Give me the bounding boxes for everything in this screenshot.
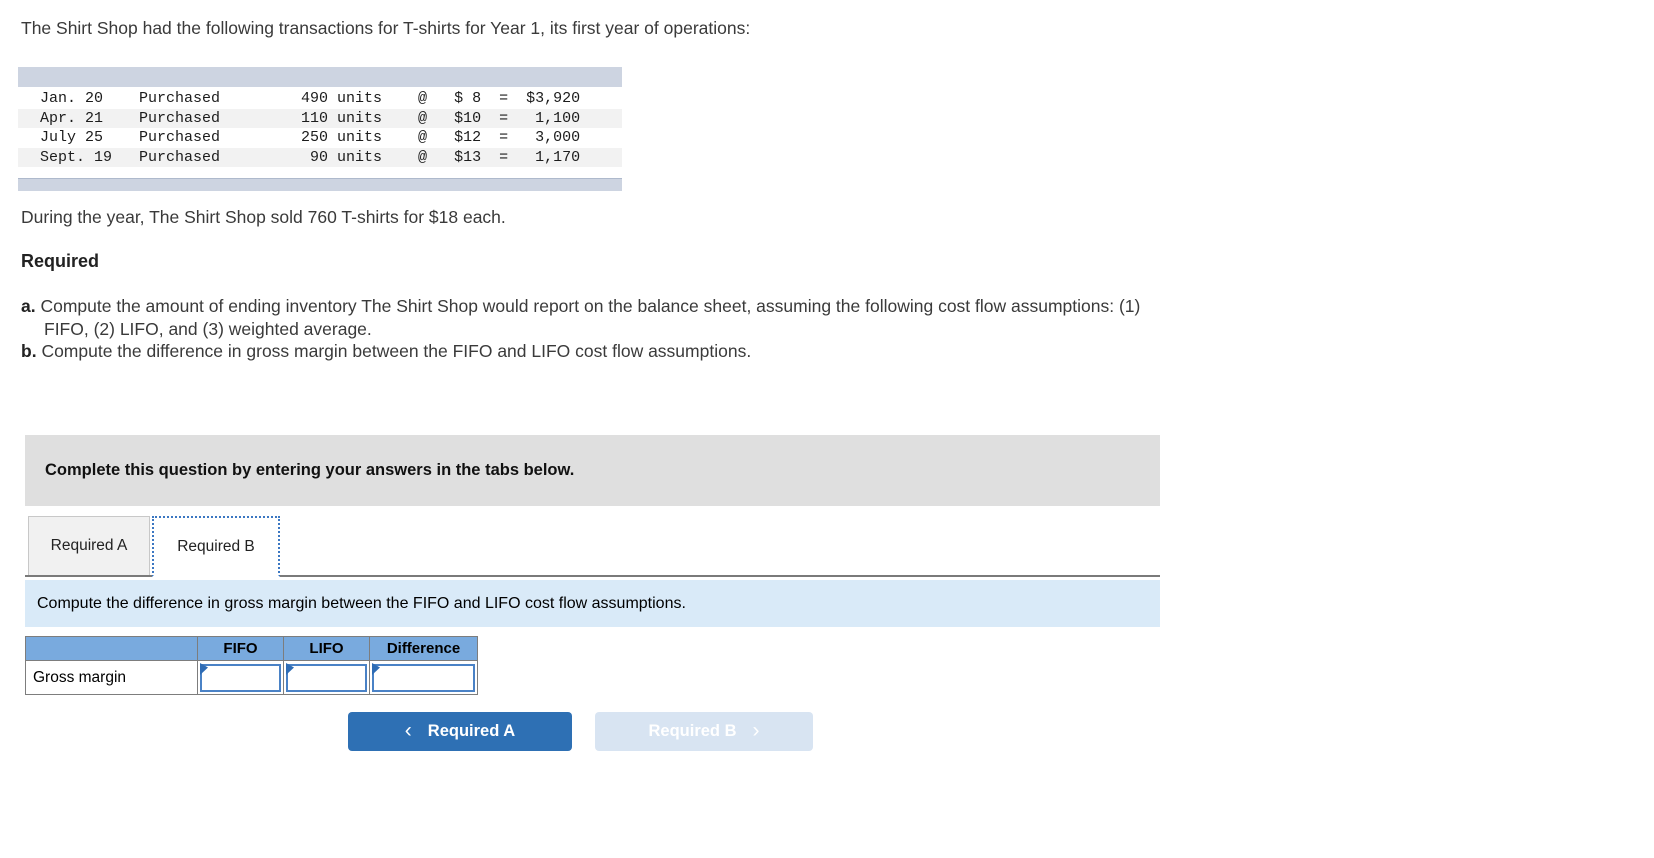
transactions-gap bbox=[18, 170, 622, 178]
transactions-header-band bbox=[18, 67, 622, 87]
requirement-b-label: b. bbox=[21, 341, 37, 361]
next-button-label: Required B bbox=[648, 722, 737, 740]
transaction-row: July 25 Purchased 250 units @ $12 = 3,000 bbox=[40, 129, 581, 146]
transaction-row: Jan. 20 Purchased 490 units @ $ 8 = $3,920 bbox=[40, 90, 581, 107]
prev-button-label: Required A bbox=[427, 722, 516, 740]
fifo-input[interactable] bbox=[200, 664, 281, 692]
tab-required-a[interactable]: Required A bbox=[28, 516, 150, 575]
requirement-a-text: Compute the amount of ending inventory The Shirt Shop would report on the balance sheet, assuming the following cost flow assumptions: (1) FIFO, (2) LIFO, and (3) weighted average. bbox=[40, 296, 1141, 339]
header-blank-cell bbox=[26, 637, 198, 661]
answer-table bbox=[25, 636, 478, 695]
header-fifo: FIFO bbox=[198, 637, 284, 661]
transactions-rows bbox=[18, 87, 622, 170]
required-list bbox=[21, 295, 1166, 363]
lifo-cell bbox=[284, 661, 370, 695]
difference-input[interactable] bbox=[372, 664, 475, 692]
answer-table-header-row bbox=[26, 637, 478, 661]
tab-bar bbox=[25, 516, 1160, 577]
gross-margin-label: Gross margin bbox=[26, 661, 198, 695]
prev-required-a-button[interactable] bbox=[348, 712, 572, 751]
chevron-right-icon: › bbox=[752, 719, 760, 742]
complete-instruction-box bbox=[25, 435, 1160, 506]
header-lifo: LIFO bbox=[284, 637, 370, 661]
tab-instruction-strip bbox=[25, 580, 1160, 627]
requirement-b-text: Compute the difference in gross margin between the FIFO and LIFO cost flow assumptions. bbox=[41, 341, 752, 361]
transactions-footer-band bbox=[18, 178, 622, 191]
tab-instruction-text: Compute the difference in gross margin between the FIFO and LIFO cost flow assumptions. bbox=[37, 594, 686, 612]
next-required-b-button[interactable] bbox=[595, 712, 813, 751]
requirement-a-label: a. bbox=[21, 296, 36, 316]
requirement-b bbox=[21, 340, 1166, 363]
transaction-row: Apr. 21 Purchased 110 units @ $10 = 1,100 bbox=[18, 109, 622, 129]
header-difference: Difference bbox=[370, 637, 478, 661]
lifo-input[interactable] bbox=[286, 664, 367, 692]
chevron-left-icon: ‹ bbox=[404, 719, 412, 742]
transactions-panel bbox=[18, 67, 622, 191]
requirement-a bbox=[21, 295, 1166, 340]
transaction-row: Sept. 19 Purchased 90 units @ $13 = 1,170 bbox=[18, 148, 622, 168]
required-heading: Required bbox=[21, 251, 100, 271]
tab-required-b[interactable]: Required B bbox=[152, 516, 280, 577]
answer-table-row-gross-margin bbox=[26, 661, 478, 695]
sold-line: During the year, The Shirt Shop sold 760 T-shirts for $18 each. bbox=[21, 207, 506, 227]
difference-cell bbox=[370, 661, 478, 695]
fifo-cell bbox=[198, 661, 284, 695]
complete-instruction-text: Complete this question by entering your answers in the tabs below. bbox=[45, 461, 575, 479]
intro-text: The Shirt Shop had the following transactions for T-shirts for Year 1, its first year of operations: bbox=[21, 18, 751, 38]
